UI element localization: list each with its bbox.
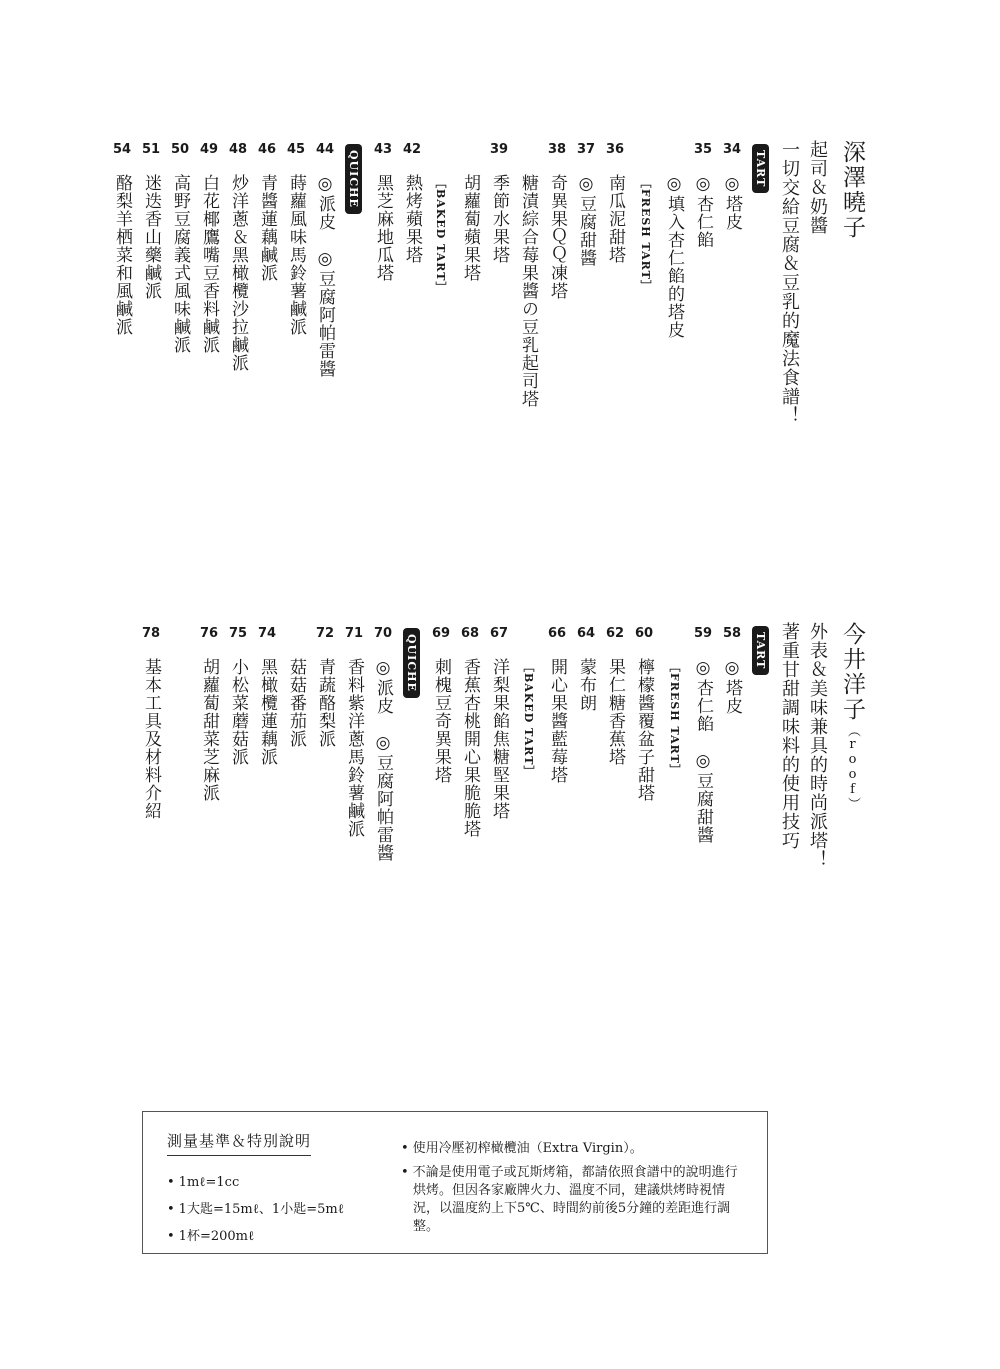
note-item [401, 1164, 741, 1236]
toc-entry[interactable] [373, 142, 393, 282]
entry-title: ◎杏仁餡 ◎豆腐甜醬 [693, 658, 713, 844]
entry-title: 季節水果塔 [489, 174, 509, 264]
entry-title: 果仁糖香蕉塔 [605, 658, 625, 766]
page-number: 45 [286, 142, 306, 157]
toc-entry[interactable] [286, 142, 306, 336]
notes-title: 測量基準＆特別說明 [167, 1130, 311, 1156]
category-label-column [519, 658, 537, 780]
category-label-column [752, 626, 769, 675]
entry-title: ◎塔皮 [722, 658, 742, 715]
page-number: 43 [373, 142, 393, 157]
category-label-tart: TART [752, 626, 769, 675]
page-number: 49 [199, 142, 219, 157]
entry-title: 開心果醬藍莓塔 [547, 658, 567, 784]
page-number: 60 [634, 626, 654, 641]
subtitle-line-2: 著重甘甜調味料的使用技巧 [779, 622, 800, 850]
entry-title: ◎豆腐甜醬 [576, 174, 596, 267]
entry-title: 熱烤蘋果塔 [402, 174, 422, 264]
toc-entry[interactable] [199, 626, 219, 802]
page-number: 76 [199, 626, 219, 641]
author-name: 深澤曉子 [839, 140, 865, 240]
measurement-item: • 1杯=200mℓ [167, 1225, 344, 1244]
entry-title: 高野豆腐義式風味鹹派 [170, 174, 190, 354]
entry-title: 蒙布朗 [576, 658, 596, 712]
page-number: 48 [228, 142, 248, 157]
note-text: 使用冷壓初榨橄欖油（Extra Virgin）。 [412, 1141, 643, 1156]
entry-title: ◎派皮 ◎豆腐阿帕雷醬 [315, 174, 335, 378]
note-item [401, 1140, 741, 1158]
entry-title: ◎塔皮 [722, 174, 742, 231]
toc-entry[interactable] [547, 626, 567, 784]
page-number: 50 [170, 142, 190, 157]
toc-entry[interactable] [141, 626, 161, 820]
author-name-column [839, 622, 865, 810]
toc-entry[interactable] [373, 626, 393, 862]
entry-title: 洋梨果餡焦糖堅果塔 [489, 658, 509, 820]
category-label-fresh-tart: ［FRESH TART］ [639, 177, 652, 292]
page-number: 46 [257, 142, 277, 157]
toc-entry[interactable] [547, 142, 567, 300]
category-label-quiche: QUICHE [345, 144, 362, 214]
entry-title: 香蕉杏桃開心果脆脆塔 [460, 658, 480, 838]
author-name-column [839, 140, 865, 240]
toc-entry[interactable] [576, 142, 596, 267]
toc-entry[interactable] [605, 142, 625, 264]
page-number: 34 [722, 142, 742, 157]
category-label-baked-tart: ［BAKED TART］ [522, 661, 535, 778]
subtitle-line-2: 一切交給豆腐＆豆乳的魔法食譜！ [779, 140, 800, 425]
toc-entry[interactable] [112, 142, 132, 336]
entry-title: 黑芝麻地瓜塔 [373, 174, 393, 282]
entry-title: ◎杏仁餡 [693, 174, 713, 249]
toc-entry[interactable] [315, 142, 335, 378]
toc-entry[interactable] [315, 626, 335, 748]
entry-title: ◎填入杏仁餡的塔皮 [664, 174, 684, 339]
subtitle-column [806, 140, 828, 235]
toc-entry[interactable] [693, 142, 713, 249]
page-number: 67 [489, 626, 509, 641]
author-name: 今井洋子 [839, 622, 865, 722]
entry-title: 南瓜泥甜塔 [605, 174, 625, 264]
toc-entry[interactable] [170, 142, 190, 354]
category-label-column [431, 174, 449, 296]
page-number: 66 [547, 626, 567, 641]
page-number: 78 [141, 626, 161, 641]
category-label-column [345, 144, 362, 214]
page-number: 36 [605, 142, 625, 157]
measurement-list [167, 1174, 344, 1252]
page-number: 71 [344, 626, 364, 641]
page-number: 54 [112, 142, 132, 157]
toc-entry[interactable] [576, 626, 596, 712]
entry-title: 刺槐豆奇異果塔 [431, 658, 451, 784]
page-number: 42 [402, 142, 422, 157]
subtitle-column [778, 140, 800, 425]
entry-title: 蒔蘿風味馬鈴薯鹹派 [286, 174, 306, 336]
toc-entry[interactable] [402, 142, 422, 264]
category-label-tart: TART [752, 144, 769, 193]
entry-title: 基本工具及材料介紹 [141, 658, 161, 820]
entry-title: 白花椰鷹嘴豆香料鹹派 [199, 174, 219, 354]
page-number: 68 [460, 626, 480, 641]
toc-entry[interactable] [722, 626, 742, 715]
toc-entry[interactable] [199, 142, 219, 354]
toc-entry[interactable] [286, 626, 306, 748]
entry-title: ◎派皮 ◎豆腐阿帕雷醬 [373, 658, 393, 862]
entry-title: 小松菜蘑菇派 [228, 658, 248, 766]
note-text: 不論是使用電子或瓦斯烤箱，都請依照食譜中的說明進行烘烤。但因各家廠牌火力、溫度不同，建議烘烤時視情況，以溫度約上下5℃、時間約前後5分鐘的差距進行調整。 [412, 1165, 738, 1234]
category-label-baked-tart: ［BAKED TART］ [434, 177, 447, 294]
toc-entry[interactable] [228, 626, 248, 766]
toc-entry[interactable] [460, 142, 480, 282]
subtitle-column [778, 622, 800, 850]
category-label-column [636, 174, 654, 295]
entry-title: 青醬蓮藕鹹派 [257, 174, 277, 282]
entry-title: 迷迭香山藥鹹派 [141, 174, 161, 300]
toc-entry[interactable] [634, 626, 654, 802]
entry-title: 檸檬醬覆盆子甜塔 [634, 658, 654, 802]
toc-entry[interactable] [431, 626, 451, 784]
measurement-item: • 1mℓ=1cc [167, 1174, 344, 1190]
category-label-column [752, 144, 769, 193]
toc-entry[interactable] [257, 626, 277, 766]
category-label-quiche: QUICHE [403, 628, 420, 698]
entry-title: 黑橄欖蓮藕派 [257, 658, 277, 766]
toc-entry[interactable] [605, 626, 625, 766]
page-number: 38 [547, 142, 567, 157]
entry-title: 酪梨羊栖菜和風鹹派 [112, 174, 132, 336]
toc-entry[interactable] [664, 142, 684, 339]
entry-title: 菇菇番茄派 [286, 658, 306, 748]
category-label-column [665, 658, 683, 779]
toc-entry[interactable] [518, 142, 538, 408]
category-label-fresh-tart: ［FRESH TART］ [668, 661, 681, 776]
toc-entry[interactable] [141, 142, 161, 300]
entry-title: 糖漬綜合莓果醬の豆乳起司塔 [518, 174, 538, 408]
entry-title: 炒洋蔥＆黑橄欖沙拉鹹派 [228, 174, 248, 372]
entry-title: 胡蘿蔔蘋果塔 [460, 174, 480, 282]
page-number: 69 [431, 626, 451, 641]
page-number: 59 [693, 626, 713, 641]
page-number: 58 [722, 626, 742, 641]
page-number: 62 [605, 626, 625, 641]
category-label-column [403, 628, 420, 698]
page-number: 72 [315, 626, 335, 641]
page-number: 64 [576, 626, 596, 641]
entry-title: 胡蘿蔔甜菜芝麻派 [199, 658, 219, 802]
page-number: 37 [576, 142, 596, 157]
page-number: 35 [693, 142, 713, 157]
entry-title: 青蔬酪梨派 [315, 658, 335, 748]
toc-entry[interactable] [489, 626, 509, 820]
toc-entry[interactable] [344, 626, 364, 838]
toc-entry[interactable] [693, 626, 713, 844]
entry-title: 奇異果ＱＱ凍塔 [547, 174, 567, 300]
subtitle-line-1: 外表＆美味兼具的時尚派塔！ [807, 622, 828, 869]
measurement-item: • 1大匙=15mℓ、1小匙=5mℓ [167, 1198, 344, 1217]
subtitle-column [806, 622, 828, 869]
measurement-notes-box [142, 1111, 768, 1254]
toc-entry[interactable] [228, 142, 248, 372]
toc-entry[interactable] [460, 626, 480, 838]
subtitle-line-1: 起司＆奶醬 [807, 140, 828, 235]
entry-title: 香料紫洋蔥馬鈴薯鹹派 [344, 658, 364, 838]
toc-entry[interactable] [257, 142, 277, 282]
page-number: 75 [228, 626, 248, 641]
page-number: 70 [373, 626, 393, 641]
author-note: （roof） [845, 724, 860, 810]
toc-entry[interactable] [722, 142, 742, 231]
page-number: 74 [257, 626, 277, 641]
page-number: 51 [141, 142, 161, 157]
toc-entry[interactable] [489, 142, 509, 264]
special-notes-list [401, 1140, 741, 1242]
page-number: 39 [489, 142, 509, 157]
page-number: 44 [315, 142, 335, 157]
